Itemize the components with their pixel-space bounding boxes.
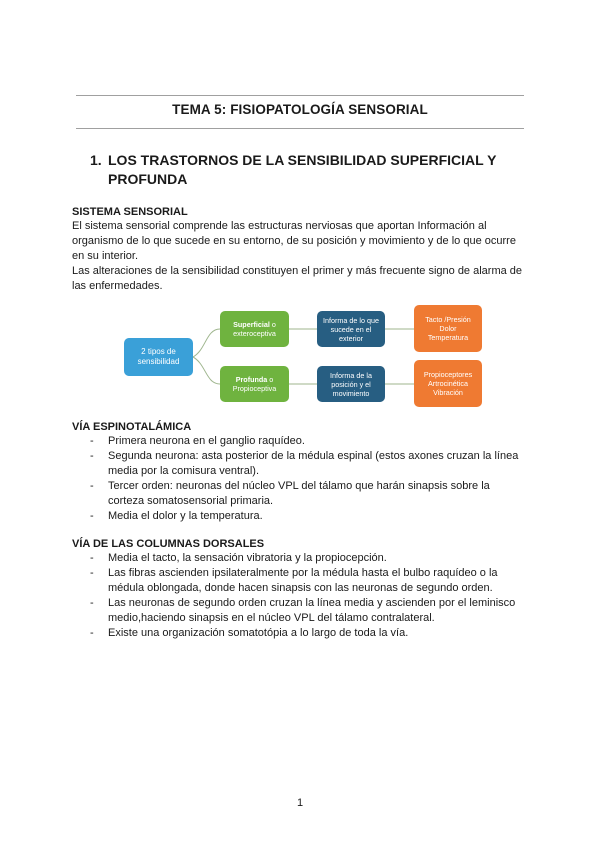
- sistema-text: [72, 219, 528, 294]
- section-heading: [90, 151, 510, 189]
- node-root: 2 tipos de sensibilidad: [124, 338, 193, 376]
- dorsales-heading: VÍA DE LAS COLUMNAS DORSALES: [72, 538, 265, 550]
- node-profunda: [220, 366, 289, 402]
- node-superficial-bold: Superficial: [233, 320, 270, 329]
- list-item: - Las fibras ascienden ipsilateralmente por la médula hasta el bulbo raquídeo o la médula oblongada, donde hacen sinapsis con las neuronas de segundo orden.: [90, 567, 498, 594]
- node-profunda-rest: o Propioceptiva: [232, 375, 277, 393]
- node-superficial-types: [414, 305, 482, 352]
- connector-root-pro: [193, 357, 220, 384]
- list-item: - Tercer orden: neuronas del núcleo VPL del tálamo que harán sinapsis sobre la corteza somatosensorial primaria.: [90, 480, 490, 507]
- page-number: 1: [296, 797, 304, 809]
- leaf-vibracion: Vibración: [433, 388, 463, 397]
- document-title: TEMA 5: FISIOPATOLOGÍA SENSORIAL: [172, 102, 428, 117]
- node-profunda-types: [414, 360, 482, 407]
- connector-root-sup: [193, 329, 220, 357]
- list-item: - Existe una organización somatotópia a lo largo de toda la vía.: [90, 627, 409, 639]
- dorsales-list: [72, 551, 528, 641]
- node-superficial-rest: o exteroceptiva: [233, 320, 276, 338]
- node-info-exterior: Informa de lo que sucede en el exterior: [317, 311, 385, 347]
- leaf-tacto: Tacto /Presión: [425, 315, 471, 324]
- node-info-posicion: Informa de la posición y el movimiento: [317, 366, 385, 402]
- section-title: LOS TRASTORNOS DE LA SENSIBILIDAD SUPERFICIAL Y PROFUNDA: [108, 152, 497, 187]
- leaf-temperatura: Temperatura: [427, 333, 469, 342]
- list-item: - Las neuronas de segundo orden cruzan la línea media y ascienden por el leminisco medio,haciendo sinapsis en el núcleo VPL del tálamo contralateral.: [90, 597, 516, 624]
- sistema-heading: SISTEMA SENSORIAL: [72, 206, 188, 218]
- espinotalamica-list: [72, 434, 528, 524]
- section-number: 1.: [90, 152, 102, 168]
- espinotalamica-heading: VÍA ESPINOTALÁMICA: [72, 421, 192, 433]
- node-superficial: [220, 311, 289, 347]
- leaf-propioceptores: Propioceptores: [423, 370, 473, 379]
- sistema-paragraph-1: El sistema sensorial comprende las estructuras nerviosas que aportan Información al organismo de lo que sucede en su entorno, de su posición y movimiento y de lo que ocurre en su interior.: [72, 220, 516, 262]
- list-item: - Media el dolor y la temperatura.: [90, 510, 263, 522]
- sistema-paragraph-2: Las alteraciones de la sensibilidad constituyen el primer y más frecuente signo de alarma de las enfermedades.: [72, 265, 523, 292]
- title-top-rule: [76, 95, 524, 96]
- node-profunda-bold: Profunda: [235, 375, 268, 384]
- list-item: - Media el tacto, la sensación vibratoria y la propiocepción.: [90, 552, 387, 564]
- list-item: - Segunda neurona: asta posterior de la médula espinal (estos axones cruzan la línea media por la comisura ventral).: [90, 450, 519, 477]
- leaf-dolor: Dolor: [439, 324, 457, 333]
- title-bottom-rule: [76, 128, 524, 129]
- list-item: - Primera neurona en el ganglio raquídeo.: [90, 435, 305, 447]
- leaf-artrocinetica: Artrocinética: [428, 379, 468, 388]
